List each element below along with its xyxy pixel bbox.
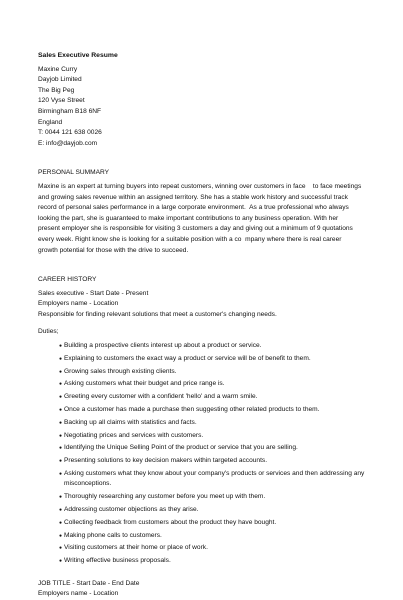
bullet-icon: ● — [59, 470, 63, 477]
duty-item — [60, 531, 368, 542]
duty-item — [60, 543, 368, 554]
duty-text: Presenting solutions to key decision makers within targeted accounts. — [64, 457, 268, 465]
bullet-icon: ● — [59, 445, 63, 452]
duty-item — [60, 443, 368, 454]
duty-text: Addressing customer objections as they arise. — [64, 506, 199, 514]
bullet-icon: ● — [59, 532, 63, 539]
duties-list — [38, 341, 368, 567]
contact-address-line-1: The Big Peg — [38, 86, 75, 94]
summary-heading: PERSONAL SUMMARY — [38, 169, 110, 177]
contact-company: Dayjob Limited — [38, 76, 82, 84]
duty-text: Greeting every customer with a confident 'hello' and a warm smile. — [64, 393, 258, 401]
duty-item — [60, 354, 368, 365]
duty-text: Growing sales through existing clients. — [64, 367, 177, 375]
summary-line: looking the part, she is guaranteed to make important contributions to any business operation. With her — [38, 214, 339, 222]
job-2-title-line: JOB TITLE - Start Date - End Date — [38, 579, 140, 587]
contact-phone: T: 0044 121 638 0026 — [38, 129, 102, 137]
duty-text: Explaining to customers the exact way a product or service will be of benefit to them. — [64, 354, 311, 362]
summary-line: every week. Right know she is looking for a suitable position with a co mpany where there is real career — [38, 235, 342, 243]
duty-item — [60, 456, 368, 467]
bullet-icon: ● — [59, 381, 63, 388]
job-2-employer-line: Employers name - Location — [38, 590, 119, 598]
contact-city: Birmingham B18 6NF — [38, 107, 102, 115]
bullet-icon: ● — [59, 419, 63, 426]
duty-text: Visiting customers at their home or place of work. — [64, 544, 208, 552]
duty-text: Once a customer has made a purchase then suggesting other related products to them. — [64, 405, 320, 413]
duty-item — [60, 392, 368, 403]
duty-text: Building a prospective clients interest up about a product or service. — [64, 342, 262, 350]
duty-text: Negotiating prices and services with customers. — [64, 431, 204, 439]
duty-text: Writing effective business proposals. — [64, 557, 171, 565]
duty-item — [60, 431, 368, 442]
summary-line: Maxine is an expert at turning buyers into repeat customers, winning over customers in face to face meetings — [38, 182, 362, 190]
contact-country: England — [38, 118, 63, 126]
duty-item — [60, 518, 368, 529]
career-heading: CAREER HISTORY — [38, 276, 97, 284]
contact-block — [38, 65, 368, 150]
bullet-icon: ● — [59, 394, 63, 401]
bullet-icon: ● — [59, 458, 63, 465]
duty-text: Asking customers what they know about your company's products or services and then addressing any misconceptions. — [64, 469, 365, 488]
summary-line: record of personal sales performance in a large corporate environment. As a true professional who always — [38, 204, 349, 212]
duty-item — [60, 341, 368, 352]
job-title-line: Sales executive - Start Date - Present — [38, 289, 149, 297]
summary-line: present employer she is responsible for visiting 3 customers a day and giving out a minimum of 9 quotations — [38, 225, 353, 233]
summary-line: growth potential for those with the drive to succeed. — [38, 246, 189, 254]
duty-item — [60, 367, 368, 378]
bullet-icon: ● — [59, 343, 63, 350]
duty-text: Thoroughly researching any customer before you meet up with them. — [64, 493, 266, 501]
bullet-icon: ● — [59, 558, 63, 565]
bullet-icon: ● — [59, 507, 63, 514]
summary-line: and growing sales revenue within an assigned territory. She has a stable work history and successful track — [38, 193, 348, 201]
duty-text: Backing up all claims with statistics and facts. — [64, 418, 197, 426]
bullet-icon: ● — [59, 355, 63, 362]
job-2-block — [38, 579, 368, 600]
resume-title: Sales Executive Resume — [38, 52, 118, 59]
summary-paragraph — [38, 182, 368, 256]
job-responsibility: Responsible for finding relevant solutions that meet a customer's changing needs. — [38, 310, 277, 318]
bullet-icon: ● — [59, 494, 63, 501]
bullet-icon: ● — [59, 519, 63, 526]
bullet-icon: ● — [59, 406, 63, 413]
bullet-icon: ● — [59, 368, 63, 375]
duty-item — [60, 379, 368, 390]
duty-text: Making phone calls to customers. — [64, 531, 162, 539]
duties-label: Duties; — [38, 328, 59, 336]
bullet-icon: ● — [59, 545, 63, 552]
bullet-icon: ● — [59, 432, 63, 439]
contact-email: E: info@dayjob.com — [38, 139, 98, 147]
duty-item — [60, 492, 368, 503]
contact-address-line-2: 120 Vyse Street — [38, 97, 85, 105]
duty-item — [60, 418, 368, 429]
duty-text: Asking customers what their budget and price range is. — [64, 380, 225, 388]
contact-name: Maxine Curry — [38, 65, 78, 73]
duty-item — [60, 556, 368, 567]
duty-text: Identifying the Unique Selling Point of the product or service that you are selling. — [64, 444, 298, 452]
job-employer-line: Employers name - Location — [38, 300, 119, 308]
duty-text: Collecting feedback from customers about the product they have bought. — [64, 518, 277, 526]
duty-item — [60, 505, 368, 516]
duty-item — [60, 405, 368, 416]
duty-item — [60, 469, 368, 490]
resume-document — [38, 51, 368, 600]
